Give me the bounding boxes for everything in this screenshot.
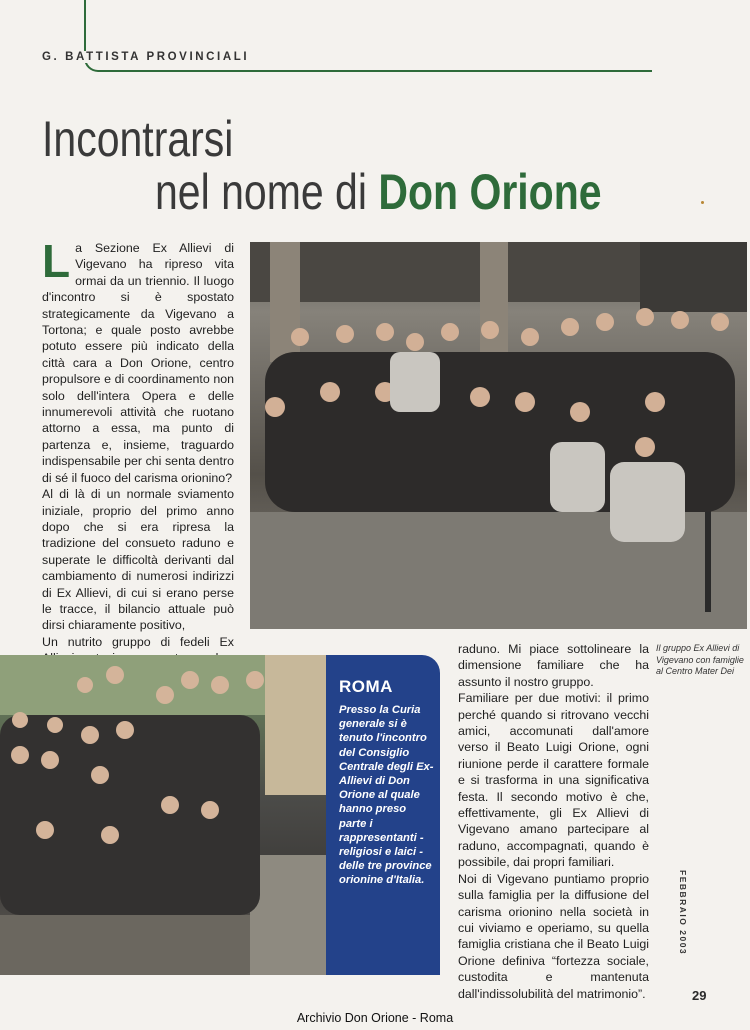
photo-caption: Il gruppo Ex Allievi di Vigevano con famiglie al Centro Mater Dei — [656, 643, 744, 676]
title-prefix: nel nome di — [155, 164, 379, 220]
roma-text: Presso la Curia generale si è tenuto l'incontro del Consiglio Centrale degli Ex-Allievi di Don Orione al quale hanno preso parte i rappresentanti - religiosi e laici - delle tre province orionine d'Italia. — [339, 704, 434, 887]
title-line-2 — [155, 163, 602, 221]
title-line-1: Incontrarsi — [42, 111, 234, 167]
drop-cap: L — [42, 235, 71, 287]
group-photo-roma-drawing — [0, 655, 328, 975]
article-paragraph: Noi di Vigevano puntiamo proprio sulla famiglia per la diffusione del carisma orionino nella società in cui viviamo e operiamo, su quella famiglia cristiana che il Beato Luigi Orione definiva “fortezza sociale, custodita e mantenuta dall'indissolubilità del matrimonio”. — [458, 871, 649, 1001]
author-name: G. BATTISTA PROVINCIALI — [42, 51, 255, 63]
article-paragraph: Familiare per due motivi: il primo perché quando si ritrovano vecchi amici, accomunati dall'amore verso il Beato Luigi Orione, ogni riunione perde il carattere formale e si trasforma in una significativa festa. Il secondo motivo è che, effettivamente, gli Ex Allievi di Vigevano amano partecipare al raduno, accompagnati, quando è possibile, dai propri familiari. — [458, 691, 649, 870]
group-photo-roma — [0, 655, 328, 975]
page-number: 29 — [692, 988, 707, 1003]
archive-footer: Archivio Don Orione - Roma — [296, 1011, 454, 1025]
article-paragraph: La Sezione Ex Allievi di Vigevano ha ripreso vita ormai da un triennio. Il luogo d'incontro si è spostato strategicamente da Vigevano a Tortona; e quale posto avrebbe potuto essere più indicato della città cara a Don Orione, centro propulsore e di coordinamento non solo dell'intera Opera e delle innumerevoli attività che ruotano attorno a essa, ma punto di partenza e, insieme, traguardo indispensabile per chi senta dentro di sé il fuoco del carisma orionino? — [42, 235, 234, 485]
article-middle-column — [458, 641, 649, 1002]
article-paragraph: Un nutrito gruppo di fedeli Ex — [42, 634, 234, 649]
group-photo-vigevano-drawing — [250, 242, 747, 629]
group-photo-vigevano — [250, 242, 747, 629]
roma-sidebar — [326, 655, 440, 975]
decorative-dot — [701, 201, 704, 204]
article-left-column — [42, 235, 234, 667]
article-paragraph: Al di là di un normale sviamento iniziale, proprio del primo anno dopo che si era ripresa la tradizione del consueto raduno e superate le difficoltà derivanti dal cambiamento di numerosi indirizzi di Ex Allievi, di cui si erano perse le tracce, il bilancio attuale può dirsi chiaramente positivo, — [42, 487, 234, 633]
issue-date: FEBBRAIO 2003 — [678, 870, 688, 956]
article-paragraph: raduno. Mi piace sottolineare la dimensione familiare che ha assunto il nostro gruppo. — [458, 642, 649, 689]
title-accent: Don Orione — [378, 164, 602, 220]
roma-title: ROMA — [339, 677, 393, 696]
